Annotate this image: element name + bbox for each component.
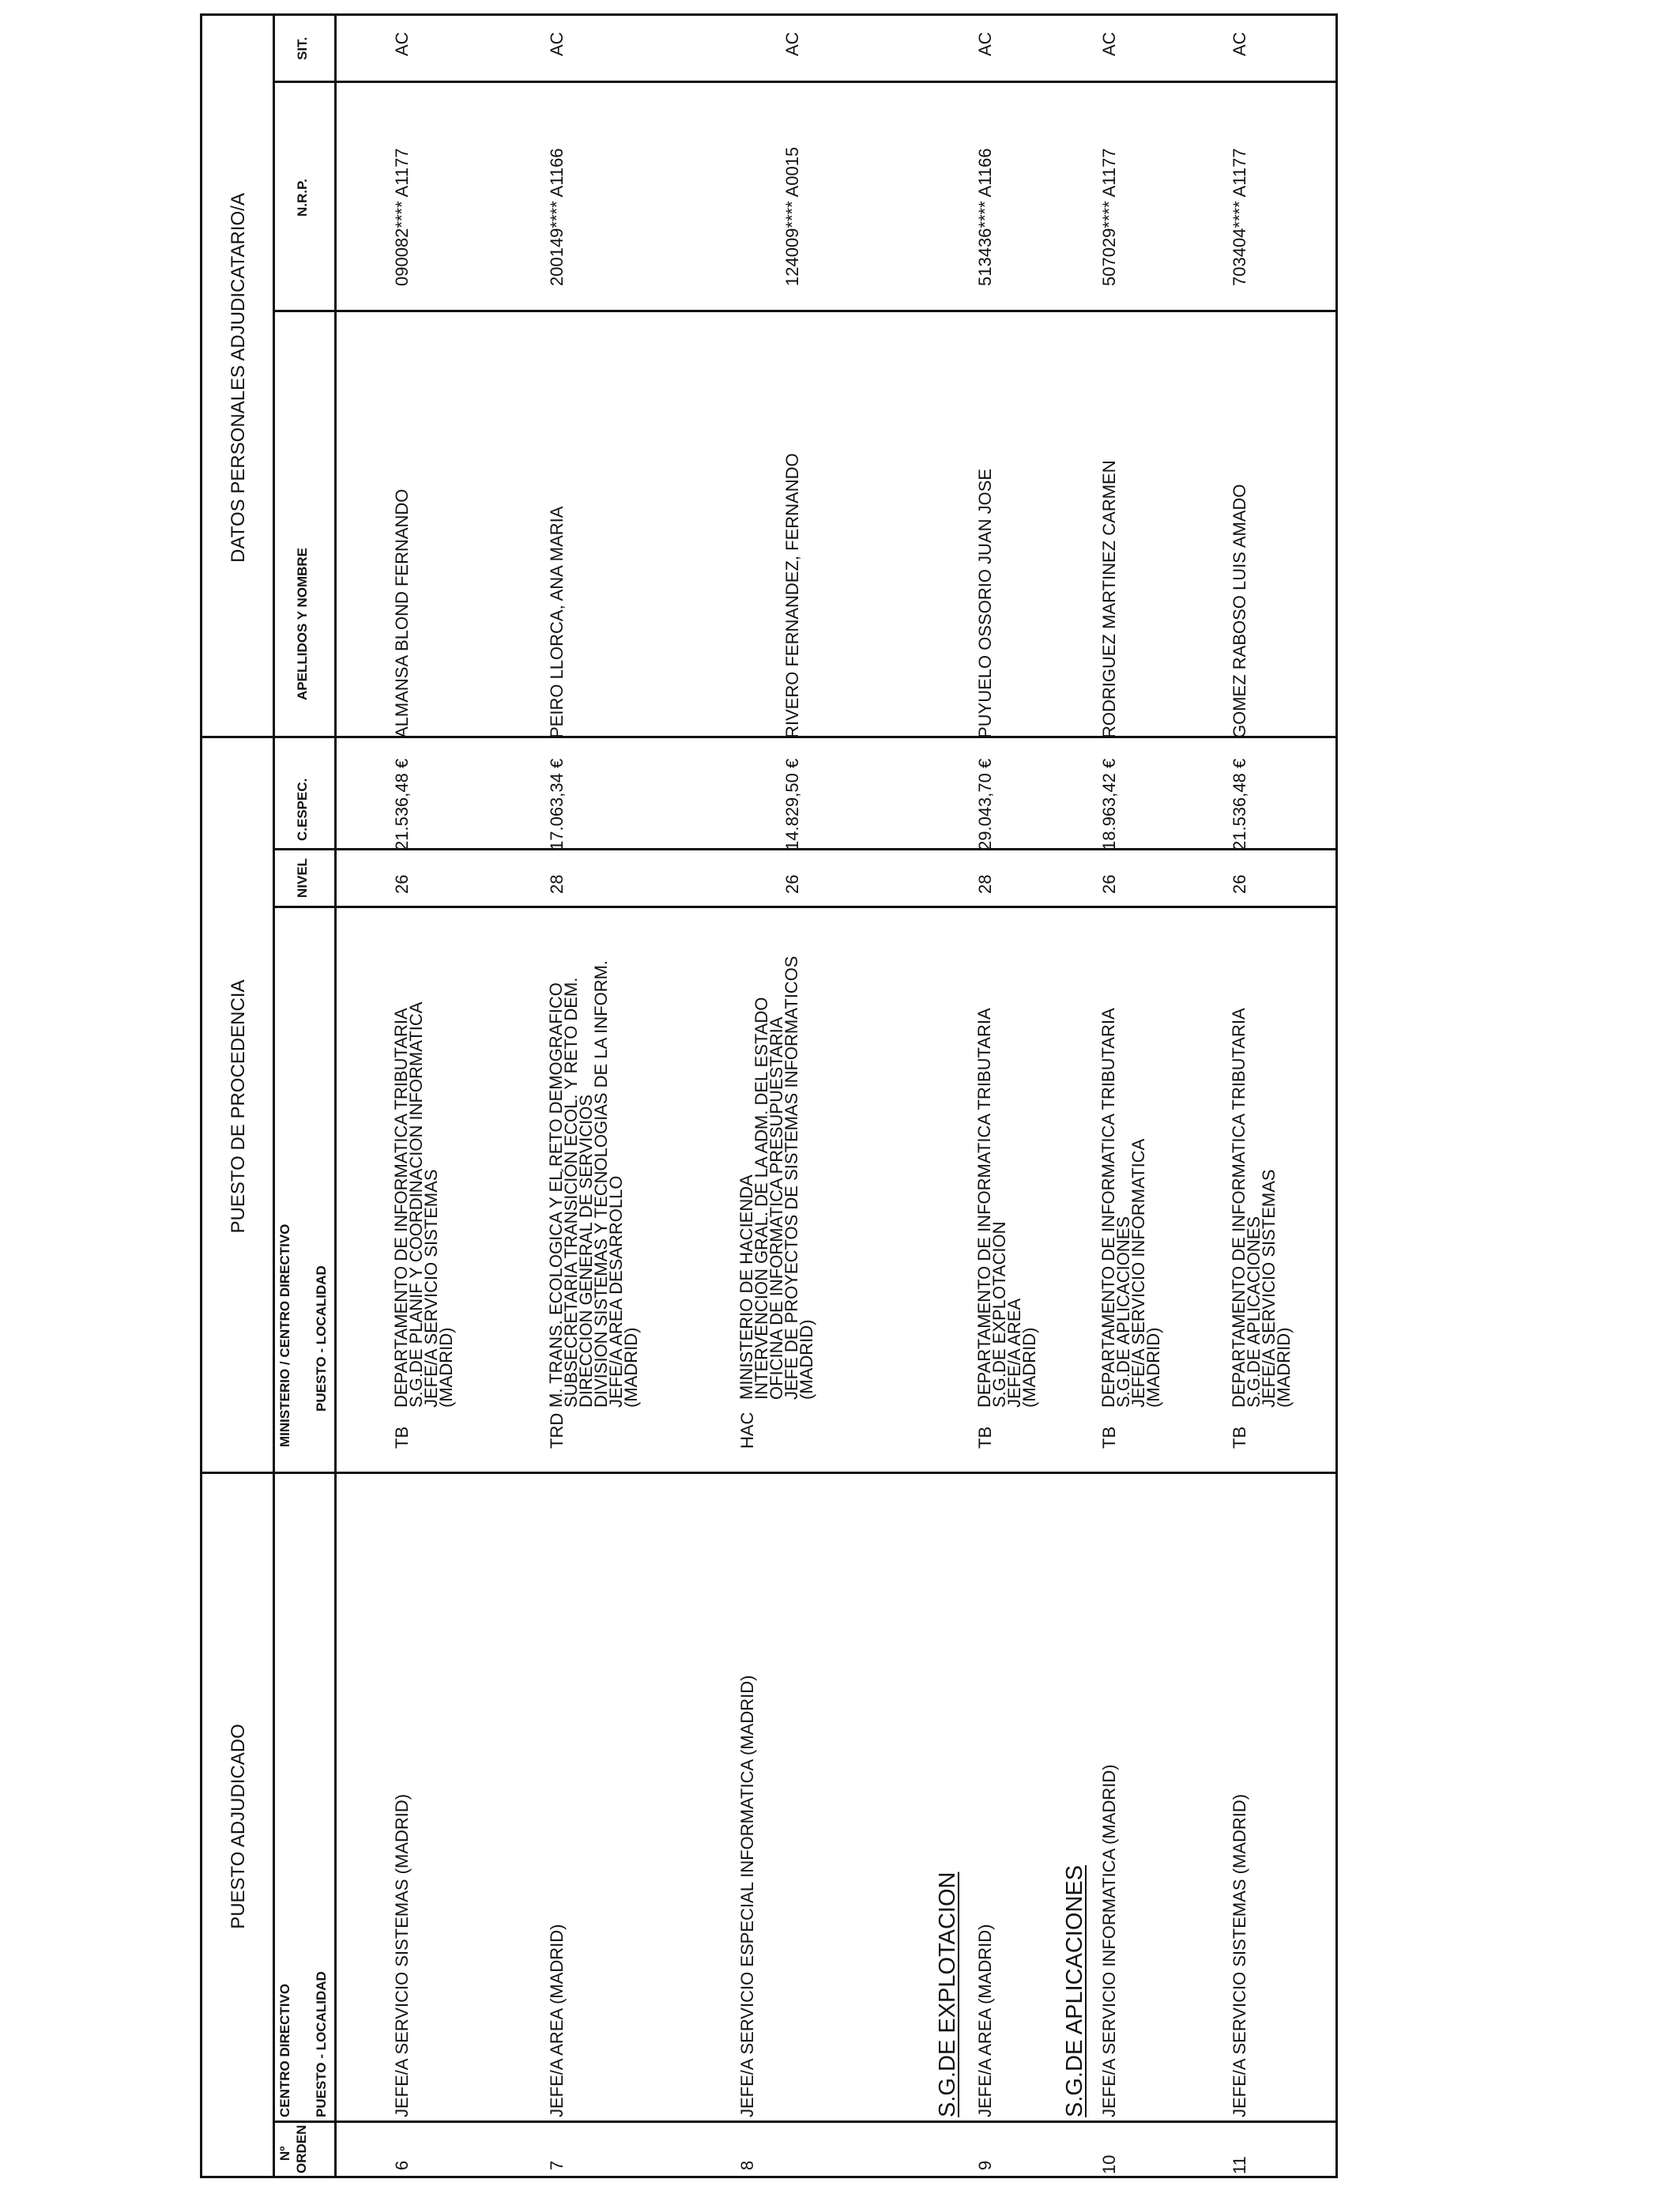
puesto-adjudicado: JEFE/A AREA (MADRID) <box>547 1924 567 2117</box>
header-datos-personales: DATOS PERSONALES ADJUDICATARIO/A <box>228 193 249 563</box>
frame-line-bottom <box>1335 16 1338 2178</box>
nrp-value: 124009**** A0015 <box>782 146 802 286</box>
sit-value: AC <box>392 32 412 56</box>
cespec-value: 21.536,48 € <box>392 758 412 850</box>
subheader-sit: SIT. <box>295 36 310 60</box>
puesto-procedencia: DEPARTAMENTO DE INFORMATICA TRIBUTARIA S.G.DE APLICACIONES JEFE/A SERVICIO INFORMATICA (MADRID) <box>1098 1008 1163 1408</box>
nivel-value: 28 <box>975 874 995 894</box>
cespec-value: 18.963,42 € <box>1099 758 1119 850</box>
sit-value: AC <box>547 32 567 56</box>
subheader-puesto-localidad-procedencia: PUESTO - LOCALIDAD <box>314 1265 329 1412</box>
nrp-column-line <box>273 81 1338 83</box>
apellidos-nombre: PUYUELO OSSORIO JUAN JOSE <box>975 468 995 738</box>
header-divider-line <box>273 16 275 2178</box>
apellidos-nombre: ALMANSA BLOND FERNANDO <box>392 488 412 738</box>
apellidos-nombre: RIVERO FERNANDEZ, FERNANDO <box>782 453 802 738</box>
frame-line-right <box>200 13 1338 16</box>
subheader-puesto-localidad: PUESTO - LOCALIDAD <box>314 1971 329 2117</box>
nrp-value: 200149**** A1166 <box>547 148 567 286</box>
cespec-value: 17.063,34 € <box>547 758 567 850</box>
apellidos-column-line <box>273 310 1338 312</box>
ministerio-code: TB <box>975 1426 995 1449</box>
subheader-orden-no: Nº <box>277 2146 292 2161</box>
ministerio-code: TB <box>392 1426 412 1449</box>
sit-value: AC <box>1099 32 1119 56</box>
sit-value: AC <box>975 32 995 56</box>
puesto-procedencia: MINISTERIO DE HACIENDA INTERVENCION GRAL. DE LA ADM. DEL ESTADO OFICINA DE INFORMATICA PRESUPUESTARIA JEFE DE PROYECTOS DE SISTEMAS INFORMATICOS (MADRID) <box>736 956 816 1400</box>
orden-number: 11 <box>1230 2156 1249 2174</box>
nivel-value: 26 <box>782 874 802 894</box>
puesto-procedencia: M. TRANS. ECOLOGICA Y EL RETO DEMOGRAFICO SUBSECRETARIA TRANSICIÓN ECOL. Y RETO DEM. DIRECCION GENERAL DE SERVICIOS DIVISION SISTEMAS Y TECNOLOGIAS DE LA INFORM. JEFE/A AREA DESARROLLO (MADRID) <box>546 959 641 1408</box>
subheader-apellidos: APELLIDOS Y NOMBRE <box>295 547 310 700</box>
puesto-procedencia: DEPARTAMENTO DE INFORMATICA TRIBUTARIA S.G.DE APLICACIONES JEFE/A SERVICIO SISTEMAS (MADRID) <box>1229 1008 1294 1408</box>
ministerio-code: TB <box>1230 1426 1249 1449</box>
nivel-value: 26 <box>1099 874 1119 894</box>
orden-number: 9 <box>975 2160 995 2170</box>
cespec-value: 14.829,50 € <box>782 758 802 850</box>
subheader-centro-directivo: CENTRO DIRECTIVO <box>277 1983 292 2117</box>
nrp-value: 513436**** A1166 <box>975 148 995 286</box>
subheader-orden: ORDEN <box>294 2124 309 2173</box>
puesto-adjudicado: JEFE/A SERVICIO ESPECIAL INFORMATICA (MADRID) <box>737 1675 757 2117</box>
orden-number: 7 <box>547 2160 567 2170</box>
puesto-procedencia: DEPARTAMENTO DE INFORMATICA TRIBUTARIA S.G.DE PLANIF Y COORDINACION INFORMATICA JEFE/A SERVICIO SISTEMAS (MADRID) <box>391 1001 456 1408</box>
section-heading-explotacion: S.G.DE EXPLOTACION <box>935 1872 960 2117</box>
nivel-value: 28 <box>547 874 567 894</box>
puesto-adjudicado: JEFE/A AREA (MADRID) <box>975 1924 995 2117</box>
header-puesto-adjudicado: PUESTO ADJUDICADO <box>228 1724 249 1929</box>
ministerio-code: TB <box>1099 1426 1119 1449</box>
nrp-value: 090082**** A1177 <box>392 148 412 286</box>
subheader-divider-line <box>334 16 337 2178</box>
nrp-value: 507029**** A1177 <box>1099 148 1119 286</box>
apellidos-nombre: PEIRO LLORCA, ANA MARIA <box>547 506 567 738</box>
nivel-value: 26 <box>392 874 412 894</box>
subheader-nivel: NIVEL <box>295 858 310 898</box>
nrp-value: 703404**** A1177 <box>1230 148 1249 286</box>
subheader-cespec: C.ESPEC. <box>295 778 310 841</box>
nivel-column-line-right <box>273 848 1338 850</box>
cespec-value: 29.043,70 € <box>975 758 995 850</box>
puesto-adjudicado: JEFE/A SERVICIO SISTEMAS (MADRID) <box>1230 1793 1249 2117</box>
orden-number: 8 <box>737 2160 757 2170</box>
divider-adjudicado-procedencia <box>200 1472 1338 1474</box>
sit-value: AC <box>1230 32 1249 56</box>
cespec-value: 21.536,48 € <box>1230 758 1249 850</box>
apellidos-nombre: GOMEZ RABOSO LUIS AMADO <box>1230 484 1249 738</box>
section-heading-aplicaciones: S.G.DE APLICACIONES <box>1062 1864 1087 2117</box>
ministerio-code: TRD <box>547 1412 567 1449</box>
orden-number: 6 <box>392 2160 412 2170</box>
orden-column-line <box>273 2120 1338 2123</box>
puesto-adjudicado: JEFE/A SERVICIO INFORMATICA (MADRID) <box>1099 1764 1119 2117</box>
sit-value: AC <box>782 32 802 56</box>
puesto-adjudicado: JEFE/A SERVICIO SISTEMAS (MADRID) <box>392 1793 412 2117</box>
puesto-procedencia: DEPARTAMENTO DE INFORMATICA TRIBUTARIA S.G.DE EXPLOTACION JEFE/A AREA (MADRID) <box>974 1008 1039 1408</box>
nivel-value: 26 <box>1230 874 1249 894</box>
nivel-column-line-left <box>273 906 1338 908</box>
frame-line-left <box>200 2176 1338 2178</box>
orden-number: 10 <box>1099 2154 1119 2174</box>
subheader-ministerio-centro: MINISTERIO / CENTRO DIRECTIVO <box>277 1223 292 1447</box>
apellidos-nombre: RODRIGUEZ MARTINEZ CARMEN <box>1099 460 1119 738</box>
subheader-nrp: N.R.P. <box>295 179 310 217</box>
ministerio-code: HAC <box>737 1412 757 1449</box>
header-puesto-procedencia: PUESTO DE PROCEDENCIA <box>228 979 249 1234</box>
divider-procedencia-personales <box>200 736 1338 738</box>
frame-line-top <box>200 16 202 2178</box>
